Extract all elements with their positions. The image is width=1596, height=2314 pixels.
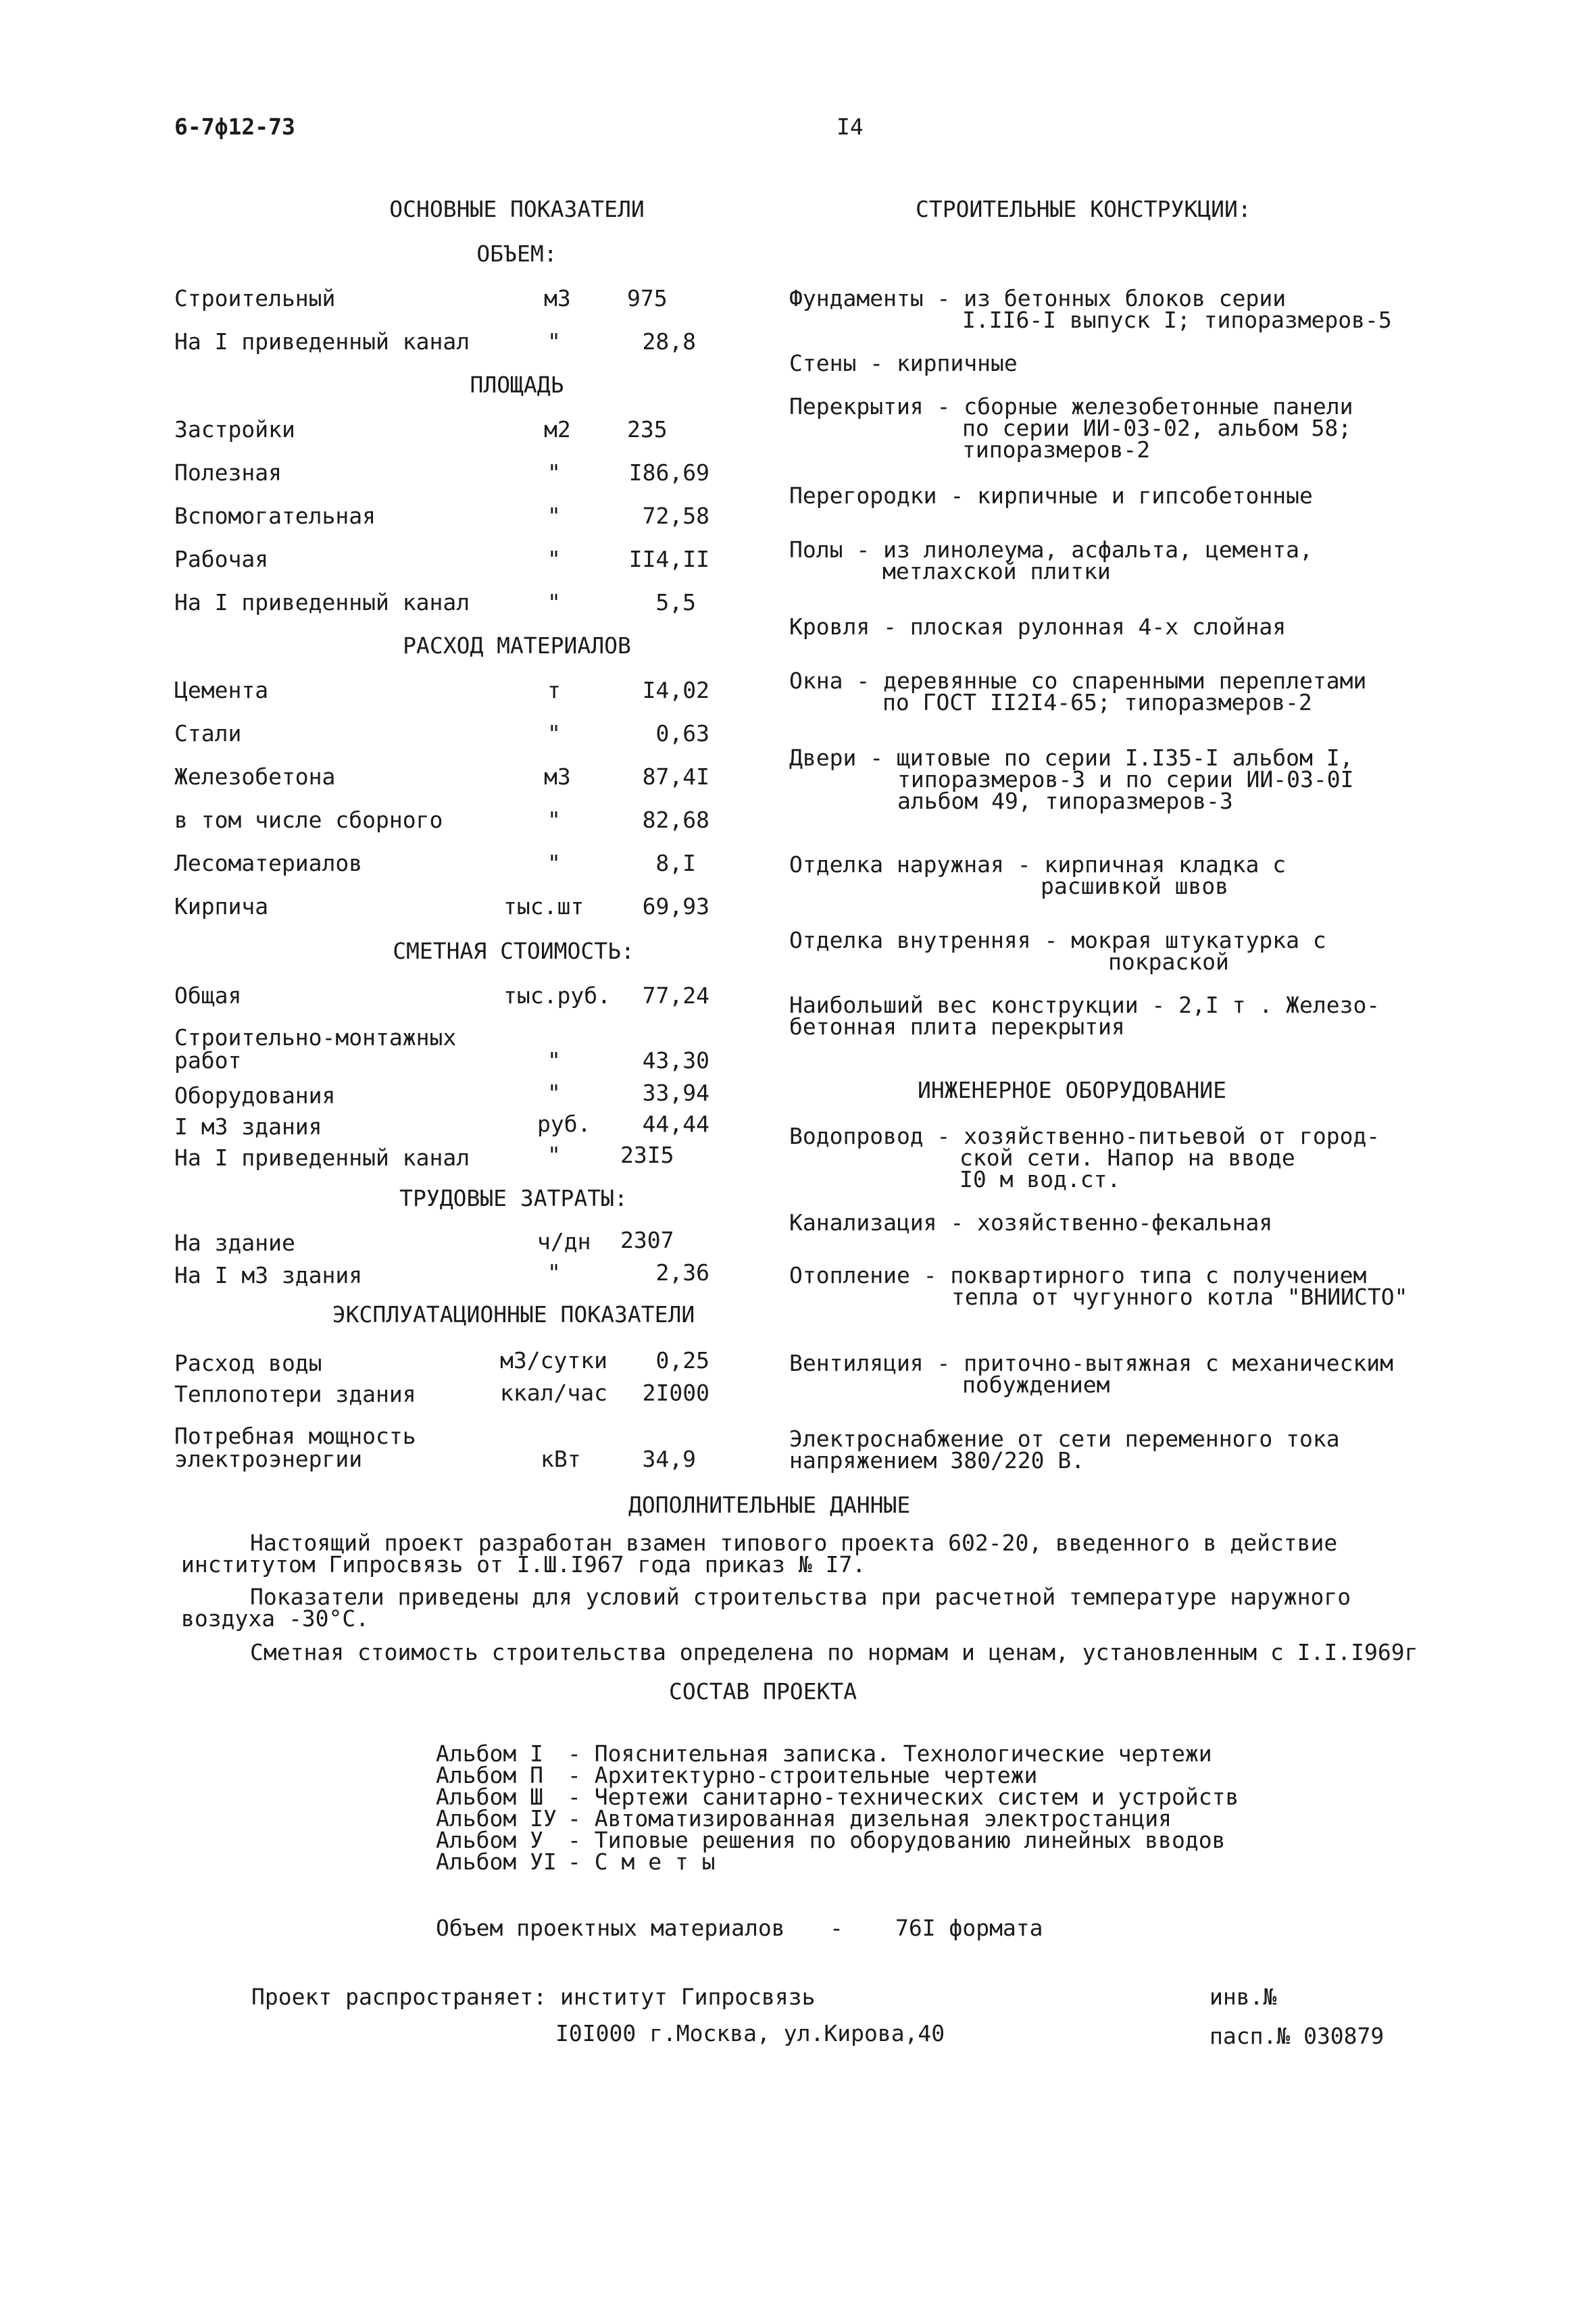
indicator-unit: м3	[544, 763, 571, 790]
indicator-value: 2307	[620, 1227, 674, 1253]
construction-line: Стены - кирпичные	[789, 350, 1018, 376]
engineering-title: ИНЖЕНЕРНОЕ ОБОРУДОВАНИЕ	[918, 1077, 1226, 1103]
constructions-title: СТРОИТЕЛЬНЫЕ КОНСТРУКЦИИ:	[916, 196, 1251, 222]
indicator-label: Железобетона	[174, 763, 336, 790]
labor-title: ТРУДОВЫЕ ЗАТРАТЫ:	[399, 1185, 628, 1211]
additional-title: ДОПОЛНИТЕЛЬНЫЕ ДАННЫЕ	[628, 1492, 911, 1518]
indicator-value: 235	[627, 416, 668, 443]
indicator-value: 2I000	[642, 1380, 709, 1406]
indicator-value: 87,4I	[642, 763, 709, 790]
engineering-line: ской сети. Напор на вводе	[959, 1145, 1295, 1171]
indicator-value: 77,24	[642, 982, 709, 1009]
indicator-value: 28,8	[642, 328, 696, 355]
indicator-label: Потребная мощность	[174, 1423, 416, 1449]
album-name: Альбом Ш	[436, 1784, 543, 1810]
indicator-unit: "	[547, 503, 561, 529]
indicator-unit: м3/сутки	[500, 1347, 607, 1374]
construction-line: метлахской плитки	[882, 558, 1111, 584]
volume-title: ОБЪЕМ:	[476, 241, 557, 267]
indicators-title: ОСНОВНЫЕ ПОКАЗАТЕЛИ	[389, 196, 645, 222]
construction-line: бетонная плита перекрытия	[789, 1013, 1125, 1040]
indicator-label: На I приведенный канал	[174, 589, 470, 615]
materials-title: РАСХОД МАТЕРИАЛОВ	[403, 632, 631, 659]
indicator-label: Вспомогательная	[174, 503, 376, 529]
volume-dash: -	[830, 1915, 843, 1941]
construction-line: по ГОСТ II2I4-65; типоразмеров-2	[882, 689, 1312, 715]
volume-label: Объем проектных материалов	[436, 1915, 785, 1941]
album-name: Альбом I	[436, 1740, 543, 1767]
indicator-label: Теплопотери здания	[174, 1381, 416, 1407]
construction-line: расшивкой швов	[1041, 873, 1229, 899]
additional-paragraph: воздуха -30°С.	[181, 1605, 370, 1632]
engineering-line: Отопление - поквартирного типа с получением	[789, 1262, 1367, 1288]
indicator-unit: м2	[544, 416, 571, 443]
indicator-unit: "	[547, 807, 561, 833]
indicator-unit: "	[547, 1142, 561, 1168]
indicator-value: 82,68	[642, 807, 709, 833]
indicator-value: 2,36	[655, 1259, 709, 1286]
indicator-value: 0,25	[655, 1347, 709, 1374]
indicator-value: 8,I	[655, 850, 696, 876]
album-description: - Типовые решения по оборудованию линейных вводов	[568, 1827, 1226, 1853]
indicator-unit: "	[547, 850, 561, 876]
indicator-unit: "	[547, 546, 561, 572]
indicator-label: Рабочая	[174, 546, 269, 572]
construction-line: Перегородки - кирпичные и гипсобетонные	[789, 482, 1313, 509]
construction-line: покраской	[1108, 949, 1229, 975]
operation-title: ЭКСПЛУАТАЦИОННЫЕ ПОКАЗАТЕЛИ	[332, 1301, 695, 1328]
indicator-unit: тыс.шт	[503, 893, 584, 920]
indicator-label: Строительный	[174, 285, 336, 311]
construction-line: Окна - деревянные со спаренными переплетами	[789, 668, 1367, 694]
indicator-unit: т	[547, 677, 561, 703]
indicator-label-line2: электроэнергии	[174, 1446, 363, 1472]
construction-line: Полы - из линолеума, асфальта, цемента,	[789, 536, 1313, 563]
document-code: 6-7ф12-73	[174, 114, 295, 140]
engineering-line: Электроснабжение от сети переменного тока	[789, 1426, 1340, 1452]
indicator-label: Цемента	[174, 677, 269, 703]
indicator-value: 33,94	[642, 1080, 709, 1106]
indicator-label: Застройки	[174, 416, 295, 443]
construction-line: Отделка наружная - кирпичная кладка с	[789, 851, 1287, 878]
album-description: - Чертежи санитарно-технических систем и устройств	[568, 1784, 1239, 1810]
indicator-value: 34,9	[642, 1446, 696, 1472]
indicator-label: Полезная	[174, 459, 282, 486]
area-title: ПЛОЩАДЬ	[470, 372, 564, 398]
indicator-value: II4,II	[628, 546, 709, 572]
album-description: - Архитектурно-строительные чертежи	[568, 1762, 1038, 1788]
album-description: - С м е т ы	[568, 1848, 716, 1875]
indicator-unit: м3	[544, 285, 571, 311]
composition-title: СОСТАВ ПРОЕКТА	[669, 1678, 857, 1705]
indicator-label: Стали	[174, 720, 242, 747]
indicator-unit: "	[547, 1259, 561, 1286]
indicator-value: 44,44	[642, 1111, 709, 1137]
construction-line: I.II6-I выпуск I; типоразмеров-5	[962, 307, 1392, 333]
indicator-unit: ккал/час	[500, 1380, 607, 1406]
construction-line: Отделка внутренняя - мокрая штукатурка с	[789, 927, 1326, 953]
indicator-label: Строительно-монтажных	[174, 1024, 457, 1051]
construction-line: Наибольший вес конструкции - 2,I т . Железо-	[789, 992, 1380, 1018]
passport-number: пасп.№ 030879	[1210, 2023, 1385, 2049]
indicator-unit: "	[547, 1047, 561, 1074]
indicator-label: I м3 здания	[174, 1113, 322, 1140]
indicator-value: 5,5	[655, 589, 696, 615]
indicator-unit: "	[547, 589, 561, 615]
album-description: - Автоматизированная дизельная электростанция	[568, 1805, 1172, 1832]
indicator-label: в том числе сборного	[174, 807, 443, 833]
construction-line: альбом 49, типоразмеров-3	[897, 788, 1233, 814]
distributor: Проект распространяет: институт Гипросвязь	[251, 1984, 816, 2010]
page-number: I4	[837, 114, 864, 140]
cost-title: СМЕТНАЯ СТОИМОСТЬ:	[393, 938, 634, 964]
engineering-line: Водопровод - хозяйственно-питьевой от город-	[789, 1123, 1380, 1149]
album-name: Альбом П	[436, 1762, 543, 1788]
album-name: Альбом IУ	[436, 1805, 557, 1832]
indicator-value: 975	[627, 285, 668, 311]
additional-paragraph: институтом Гипросвязь от I.Ш.I967 года приказ № I7.	[181, 1551, 866, 1578]
indicator-unit: ч/дн	[537, 1228, 591, 1255]
indicator-label: На I приведенный канал	[174, 1145, 470, 1171]
indicator-value: 69,93	[642, 893, 709, 920]
indicator-value: I86,69	[628, 459, 709, 486]
indicator-value: I4,02	[642, 677, 709, 703]
volume-value: 76I формата	[895, 1915, 1043, 1941]
album-name: Альбом УI	[436, 1848, 557, 1875]
engineering-line: I0 м вод.ст.	[959, 1166, 1121, 1192]
engineering-line: Вентиляция - приточно-вытяжная с механическим	[789, 1350, 1394, 1376]
indicator-label: На I приведенный канал	[174, 328, 470, 355]
indicator-unit: руб.	[537, 1111, 591, 1137]
indicator-unit: "	[547, 720, 561, 747]
indicator-value: 43,30	[642, 1047, 709, 1074]
indicator-label: Общая	[174, 982, 242, 1009]
indicator-label-line2: работ	[174, 1047, 242, 1074]
indicator-label: Лесоматериалов	[174, 850, 363, 876]
indicator-label: Кирпича	[174, 893, 269, 920]
album-description: - Пояснительная записка. Технологические чертежи	[568, 1740, 1212, 1767]
construction-line: типоразмеров-3 и по серии ИИ-03-0I	[897, 766, 1354, 793]
construction-line: Перекрытия - сборные железобетонные панели	[789, 393, 1353, 420]
indicator-unit: тыс.руб.	[503, 982, 611, 1009]
indicator-label: На здание	[174, 1230, 295, 1256]
additional-paragraph: Показатели приведены для условий строительства при расчетной температуре наружного	[250, 1584, 1351, 1610]
engineering-line: побуждением	[962, 1372, 1110, 1398]
additional-paragraph: Сметная стоимость строительства определена по нормам и ценам, установленным с I.I.I969г	[250, 1639, 1418, 1665]
construction-line: по серии ИИ-03-02, альбом 58;	[962, 415, 1352, 441]
indicator-unit: "	[547, 459, 561, 486]
engineering-line: напряжением 380/220 В.	[789, 1447, 1085, 1474]
indicator-unit: "	[547, 1080, 561, 1106]
indicator-value: 0,63	[655, 720, 709, 747]
indicator-value: 23I5	[620, 1142, 674, 1168]
indicator-value: 72,58	[642, 503, 709, 529]
engineering-line: Канализация - хозяйственно-фекальная	[789, 1209, 1273, 1236]
address: I0I000 г.Москва, ул.Кирова,40	[555, 2020, 945, 2046]
construction-line: типоразмеров-2	[962, 436, 1151, 463]
album-name: Альбом У	[436, 1827, 543, 1853]
indicator-label: На I м3 здания	[174, 1262, 363, 1288]
indicator-label: Оборудования	[174, 1082, 336, 1109]
additional-paragraph: Настоящий проект разработан взамен типового проекта 602-20, введенного в действие	[250, 1530, 1338, 1556]
indicator-label: Расход воды	[174, 1350, 322, 1376]
engineering-line: тепла от чугунного котла "ВНИИСТО"	[951, 1284, 1408, 1310]
inventory-number: инв.№	[1210, 1984, 1277, 2010]
construction-line: Фундаменты - из бетонных блоков серии	[789, 285, 1287, 311]
indicator-unit: "	[547, 328, 561, 355]
indicator-unit: кВт	[541, 1446, 581, 1472]
construction-line: Кровля - плоская рулонная 4-х слойная	[789, 613, 1287, 640]
construction-line: Двери - щитовые по серии I.I35-I альбом I,	[789, 745, 1353, 771]
